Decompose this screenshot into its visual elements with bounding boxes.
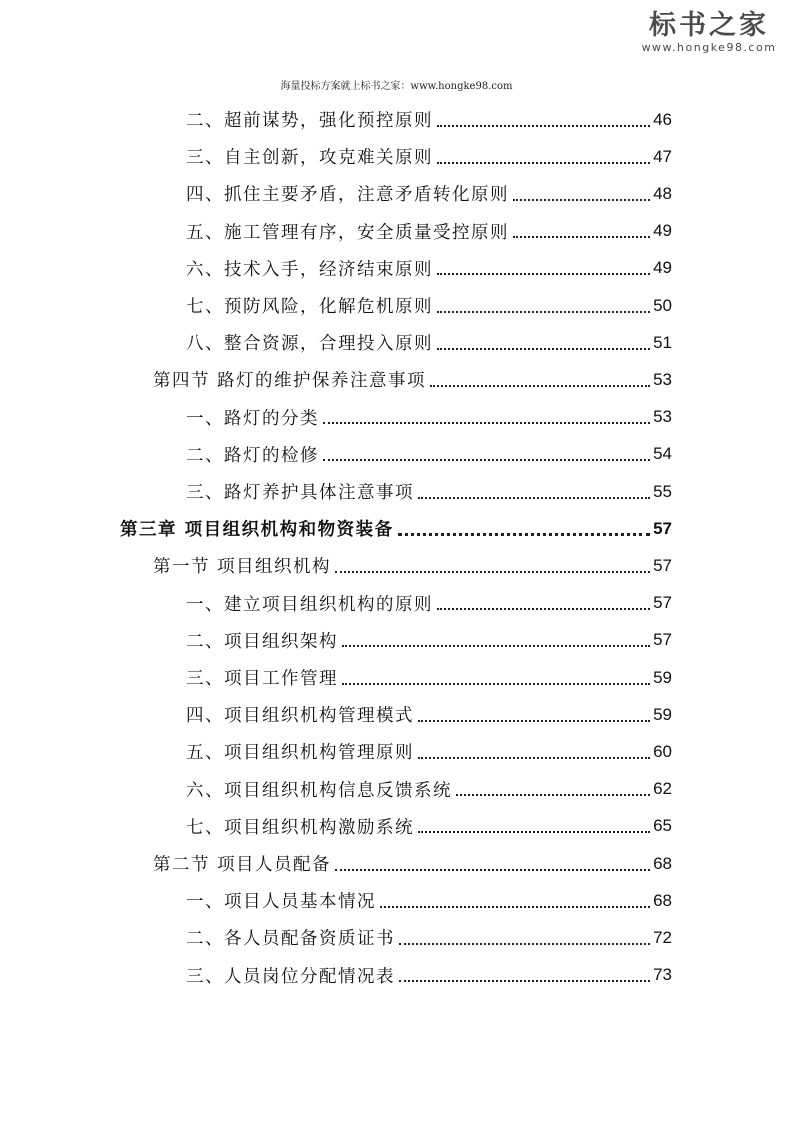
toc-entry-section[interactable]: [153, 547, 672, 584]
toc-entry-title: 第三章 项目组织机构和物资装备: [120, 520, 394, 541]
toc-dot-leader: [513, 236, 650, 238]
toc-entry-page-number: 68: [653, 853, 672, 873]
toc-entry-page-number: 50: [653, 295, 672, 315]
toc-entry-title: 三、自主创新，攻克难关原则: [186, 148, 433, 169]
toc-entry-page-number: 60: [653, 741, 672, 761]
toc-entry-item[interactable]: [186, 473, 672, 510]
toc-entry-page-number: 72: [653, 927, 672, 947]
toc-entry-item[interactable]: [186, 175, 672, 212]
toc-entry-page-number: 49: [653, 221, 672, 241]
toc-entry-title: 五、施工管理有序，安全质量受控原则: [186, 222, 509, 243]
toc-dot-leader: [323, 459, 650, 461]
toc-entry-title: 第四节 路灯的维护保养注意事项: [153, 371, 427, 392]
toc-entry-page-number: 73: [653, 965, 672, 985]
toc-entry-title: 五、项目组织机构管理原则: [186, 743, 414, 764]
toc-entry-page-number: 48: [653, 183, 672, 203]
toc-entry-section[interactable]: [153, 845, 672, 882]
toc-entry-page-number: 68: [653, 890, 672, 910]
toc-entry-title: 一、项目人员基本情况: [186, 892, 376, 913]
toc-dot-leader: [323, 422, 650, 424]
toc-dot-leader: [418, 497, 650, 499]
toc-entry-item[interactable]: [186, 771, 672, 808]
toc-dot-leader: [335, 571, 650, 573]
toc-dot-leader: [437, 348, 650, 350]
toc-entry-item[interactable]: [186, 622, 672, 659]
toc-entry-title: 二、项目组织架构: [186, 631, 338, 652]
toc-entry-title: 四、项目组织机构管理模式: [186, 706, 414, 727]
toc-entry-item[interactable]: [186, 585, 672, 622]
toc-entry-item[interactable]: [186, 919, 672, 956]
toc-entry-title: 二、各人员配备资质证书: [186, 929, 395, 950]
toc-dot-leader: [418, 720, 650, 722]
toc-entry-title: 第二节 项目人员配备: [153, 855, 332, 875]
toc-entry-page-number: 62: [653, 779, 672, 799]
toc-entry-title: 第一节 项目组织机构: [153, 557, 332, 578]
toc-entry-title: 六、技术入手，经济结束原则: [186, 259, 433, 280]
toc-entry-page-number: 57: [653, 593, 672, 613]
toc-dot-leader: [380, 906, 650, 908]
toc-entry-item[interactable]: [186, 138, 672, 175]
toc-dot-leader: [437, 273, 650, 275]
toc-dot-leader: [437, 125, 650, 127]
toc-dot-leader: [437, 311, 650, 313]
toc-entry-item[interactable]: [186, 733, 672, 770]
toc-entry-title: 三、项目工作管理: [186, 669, 338, 689]
toc-dot-leader: [399, 980, 650, 982]
toc-entry-item[interactable]: [186, 101, 672, 138]
toc-entry-item[interactable]: [186, 808, 672, 845]
toc-entry-section[interactable]: [153, 361, 672, 398]
toc-entry-item[interactable]: [186, 882, 672, 919]
toc-entry-page-number: 55: [653, 481, 672, 501]
toc-entry-page-number: 57: [653, 555, 672, 575]
toc-dot-leader: [437, 162, 650, 164]
header-note: 海量投标方案就上标书之家：www.hongke98.com: [280, 81, 513, 92]
toc-entry-item[interactable]: [186, 324, 672, 361]
toc-entry-page-number: 59: [653, 667, 672, 687]
toc-entry-item[interactable]: [186, 287, 672, 324]
toc-dot-leader: [342, 683, 650, 685]
toc-entry-page-number: 49: [653, 258, 672, 278]
toc-entry-page-number: 53: [653, 369, 672, 389]
toc-entry-title: 二、路灯的检修: [186, 445, 319, 466]
toc-entry-page-number: 59: [653, 704, 672, 724]
site-logo: [639, 10, 779, 54]
toc-entry-page-number: 47: [653, 146, 672, 166]
toc-entry-title: 七、预防风险，化解危机原则: [186, 297, 433, 317]
toc-dot-leader: [399, 943, 650, 945]
toc-entry-item[interactable]: [186, 399, 672, 436]
toc-dot-leader: [437, 608, 650, 610]
toc-dot-leader: [418, 757, 650, 759]
toc-entry-page-number: 53: [653, 407, 672, 427]
toc-entry-page-number: 46: [653, 109, 672, 129]
toc-entry-title: 三、人员岗位分配情况表: [186, 966, 395, 987]
toc-entry-page-number: 51: [653, 332, 672, 352]
toc-entry-title: 一、路灯的分类: [186, 408, 319, 429]
logo-url: www.hongke98.com: [641, 41, 777, 54]
toc-entry-item[interactable]: [186, 957, 672, 994]
toc-entry-item[interactable]: [186, 250, 672, 287]
toc-entry-item[interactable]: [186, 659, 672, 696]
toc-entry-title: 七、项目组织机构激励系统: [186, 817, 414, 838]
toc-entry-title: 三、路灯养护具体注意事项: [186, 483, 414, 503]
toc-entry-title: 一、建立项目组织机构的原则: [186, 594, 433, 615]
toc-entry-page-number: 57: [653, 518, 672, 538]
toc-entry-page-number: 65: [653, 816, 672, 836]
toc-dot-leader: [342, 645, 650, 647]
toc-entry-item[interactable]: [186, 436, 672, 473]
toc-entry-title: 四、抓住主要矛盾，注意矛盾转化原则: [186, 185, 509, 206]
toc-dot-leader: [335, 869, 650, 871]
toc-entry-page-number: 54: [653, 444, 672, 464]
toc-entry-title: 八、整合资源，合理投入原则: [186, 334, 433, 355]
toc-dot-leader: [513, 199, 650, 201]
toc-entry-title: 六、项目组织机构信息反馈系统: [186, 780, 452, 801]
toc-dot-leader: [430, 385, 650, 387]
toc-dot-leader: [418, 831, 650, 833]
toc-entry-item[interactable]: [186, 213, 672, 250]
toc-entry-chapter[interactable]: [120, 510, 672, 547]
toc-entry-item[interactable]: [186, 696, 672, 733]
toc-dot-leader: [398, 533, 650, 536]
toc-entry-page-number: 57: [653, 630, 672, 650]
toc-dot-leader: [456, 794, 650, 796]
logo-title: 标书之家: [649, 10, 769, 41]
toc-entry-title: 二、超前谋势，强化预控原则: [186, 111, 433, 131]
